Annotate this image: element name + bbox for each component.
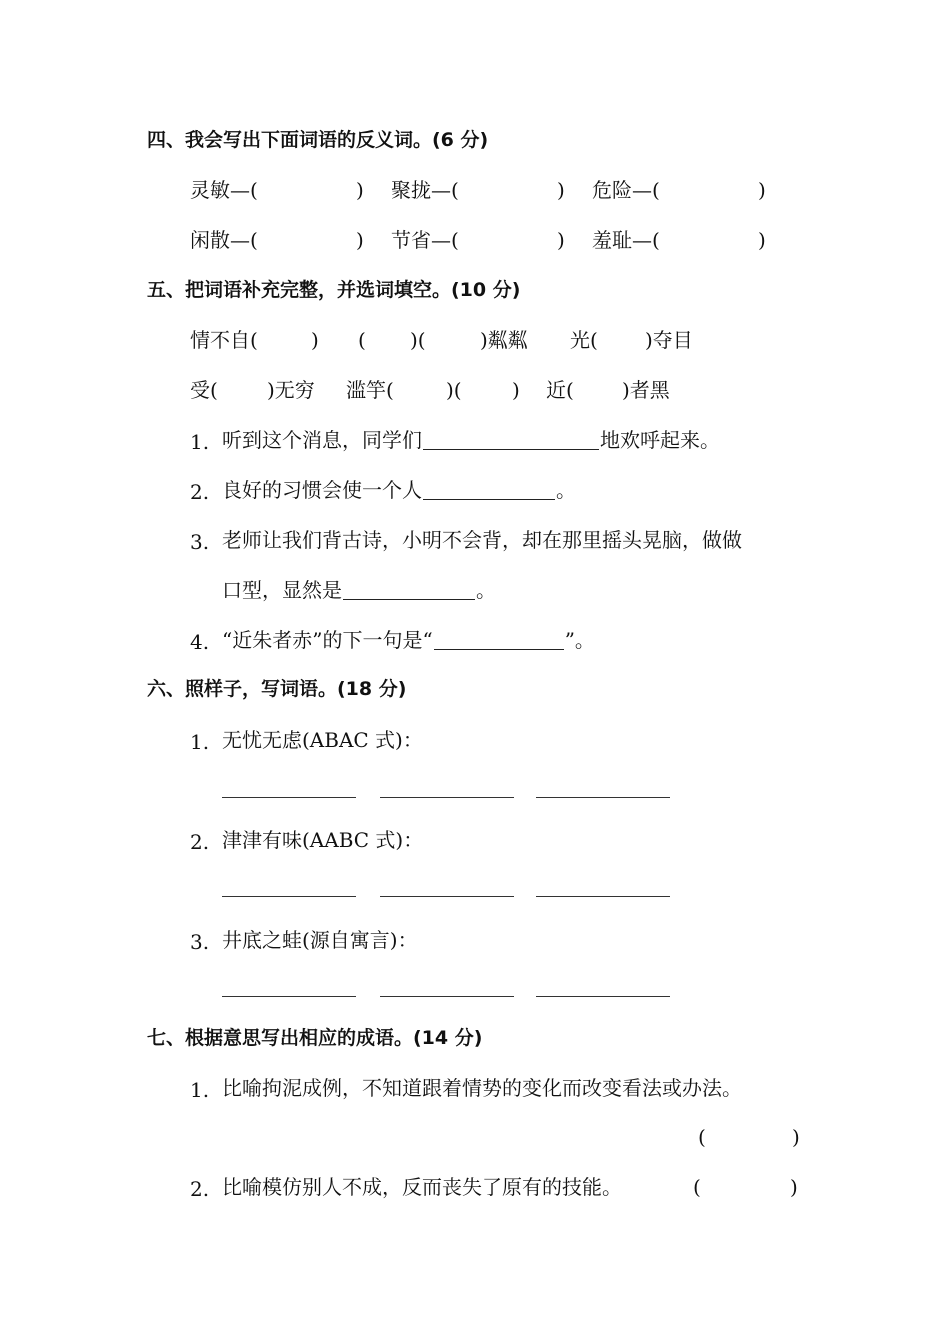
question-number: 1.: [190, 730, 210, 754]
section-title-7: 七、根据意思写出相应的成语。(14 分): [147, 1027, 483, 1049]
question-number: 2.: [190, 1177, 210, 1201]
answer-line[interactable]: [536, 797, 670, 798]
answer-box[interactable]: [707, 1174, 787, 1198]
answer-line[interactable]: [536, 896, 670, 897]
idiom-fill-4-end: )无穷: [267, 378, 315, 402]
question-6-3: 井底之蛙(源自寓言)：: [222, 928, 418, 952]
answer-line[interactable]: [536, 996, 670, 997]
section-title-6: 六、照样子，写词语。(18 分): [147, 678, 407, 700]
question-5-4: [222, 630, 595, 650]
question-text: 。: [476, 578, 496, 602]
idiom-fill-1: 情不自(: [190, 328, 258, 352]
paren-close: ): [790, 1175, 798, 1199]
antonym-item: 闲散—(: [190, 228, 258, 252]
question-7-2: 比喻模仿别人不成，反而丧失了原有的技能。: [222, 1175, 622, 1199]
antonym-close: ): [557, 178, 565, 202]
idiom-fill-3-end: )夺目: [645, 328, 693, 352]
question-6-1: 无忧无虑(ABAC 式)：: [222, 728, 423, 752]
antonym-close: ): [356, 178, 364, 202]
answer-line[interactable]: [222, 896, 356, 897]
answer-blank[interactable]: [423, 449, 599, 450]
antonym-close: ): [356, 228, 364, 252]
answer-line[interactable]: [222, 996, 356, 997]
question-number: 1.: [190, 1078, 210, 1102]
answer-line[interactable]: [380, 797, 514, 798]
question-text: 听到这个消息，同学们: [222, 428, 422, 452]
idiom-fill-6: 近(: [546, 378, 574, 402]
answer-line[interactable]: [380, 896, 514, 897]
question-text: 良好的习惯会使一个人: [222, 478, 422, 502]
question-5-1: [222, 430, 720, 450]
question-number: 2.: [190, 480, 210, 504]
question-number: 3.: [190, 930, 210, 954]
question-text: 。: [556, 478, 576, 502]
antonym-item: 灵敏—(: [190, 178, 258, 202]
answer-line[interactable]: [380, 996, 514, 997]
question-number: 1.: [190, 430, 210, 454]
paren-close: ): [512, 378, 520, 402]
question-number: 2.: [190, 830, 210, 854]
paren-close: ): [311, 328, 319, 352]
paren-mid: )(: [410, 328, 426, 352]
question-text: 口型，显然是: [222, 578, 342, 602]
paren-open: (: [358, 328, 366, 352]
answer-line[interactable]: [222, 797, 356, 798]
antonym-item: 危险—(: [592, 178, 660, 202]
question-text: ”。: [564, 628, 595, 652]
antonym-item: 节省—(: [391, 228, 459, 252]
idiom-fill-6-end: )者黑: [622, 378, 670, 402]
answer-blank[interactable]: [423, 499, 555, 500]
question-number: 4.: [190, 630, 210, 654]
paren-open: (: [698, 1125, 706, 1149]
paren-open: (: [693, 1175, 701, 1199]
idiom-fill-5: 滥竽(: [346, 378, 394, 402]
paren-mid: )(: [446, 378, 462, 402]
section-title-5: 五、把词语补充完整，并选词填空。(10 分): [147, 279, 521, 301]
question-6-2: 津津有味(AABC 式)：: [222, 828, 424, 852]
question-5-3-line1: 老师让我们背古诗，小明不会背，却在那里摇头晃脑，做做: [222, 528, 742, 552]
question-5-3-line2: [222, 580, 496, 600]
antonym-close: ): [557, 228, 565, 252]
question-text: “近朱者赤”的下一句是“: [222, 628, 433, 652]
idiom-fill-2: )粼粼: [480, 328, 528, 352]
antonym-close: ): [758, 178, 766, 202]
antonym-item: 聚拢—(: [391, 178, 459, 202]
question-text: 地欢呼起来。: [600, 428, 720, 452]
question-5-2: [222, 480, 576, 500]
answer-box[interactable]: [712, 1124, 790, 1148]
question-number: 3.: [190, 530, 210, 554]
idiom-fill-3: 光(: [570, 328, 598, 352]
section-title-4: 四、我会写出下面词语的反义词。(6 分): [147, 129, 489, 151]
answer-blank[interactable]: [343, 599, 475, 600]
antonym-item: 羞耻—(: [592, 228, 660, 252]
idiom-fill-4: 受(: [190, 378, 218, 402]
question-7-1: 比喻拘泥成例，不知道跟着情势的变化而改变看法或办法。: [222, 1076, 742, 1100]
antonym-close: ): [758, 228, 766, 252]
paren-close: ): [792, 1125, 800, 1149]
answer-blank[interactable]: [434, 649, 564, 650]
